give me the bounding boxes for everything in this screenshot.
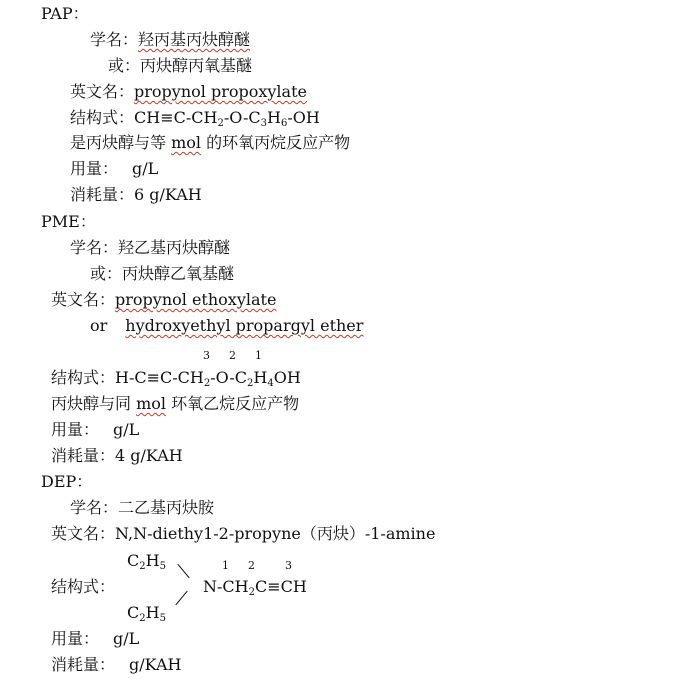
dosage-label: 用量： — [70, 159, 119, 178]
pme-alt-name — [90, 264, 234, 284]
pme-sci-value: 羟乙基丙炔醇醚 — [118, 238, 231, 257]
dep-ethyl-group-top — [127, 551, 166, 571]
pme-scientific-name — [70, 238, 230, 258]
formula-subscript: 2 — [248, 587, 255, 598]
dep-header: DEP： — [41, 472, 93, 491]
dep-sci-value: 二乙基丙炔胺 — [118, 498, 215, 517]
pap-header: PAP： — [41, 4, 89, 23]
dosage-value: g/L — [113, 420, 140, 439]
pme-english-name — [51, 290, 276, 310]
dosage-label: 用量： — [51, 629, 100, 648]
formula-part: OH — [273, 368, 301, 387]
formula-part: -OH — [287, 108, 320, 127]
formula-subscript: 2 — [217, 118, 224, 129]
pme-or-label: 或： — [90, 264, 123, 283]
pme-en-value: propynol ethoxylate — [115, 290, 277, 309]
pme-struct-label: 结构式： — [51, 368, 116, 387]
dosage-label: 用量： — [51, 420, 100, 439]
pap-note — [70, 133, 350, 153]
pap-structure — [70, 108, 320, 128]
note-text: 是丙炔醇与等 — [70, 133, 167, 152]
consumption-label: 消耗量： — [51, 446, 116, 465]
pap-struct-label: 结构式： — [70, 108, 135, 127]
dep-english-name — [51, 524, 435, 544]
consumption-label: 消耗量： — [70, 185, 135, 204]
pap-formula — [134, 108, 320, 127]
consumption-value: 6 g/KAH — [134, 185, 202, 204]
pap-en-label: 英文名： — [70, 82, 135, 101]
formula-subscript: 2 — [247, 378, 254, 389]
consumption-value: g/KAH — [129, 655, 182, 674]
dep-consumption — [51, 655, 181, 675]
note-unit: mol — [171, 133, 202, 152]
formula-part: C — [127, 551, 140, 570]
formula-part: H-C≡C-CH — [115, 368, 204, 387]
formula-subscript: 2 — [203, 378, 211, 389]
formula-part: CH≡C-CH — [134, 108, 218, 127]
bond-line-upper — [177, 564, 189, 578]
pme-dosage — [51, 420, 139, 440]
formula-part: C — [127, 603, 140, 622]
dep-sci-label: 学名： — [70, 498, 119, 517]
formula-subscript: 3 — [260, 118, 267, 129]
pme-alt-or: or — [90, 316, 108, 335]
dep-dosage — [51, 629, 139, 649]
dep-carbon-number-3: 3 — [285, 559, 292, 572]
note-unit: mol — [136, 394, 167, 413]
formula-part: -O-C — [223, 108, 261, 127]
formula-subscript: 6 — [280, 118, 288, 129]
dep-en-label: 英文名： — [51, 524, 116, 543]
pme-carbon-number-1: 1 — [255, 349, 262, 362]
dep-scientific-name — [70, 498, 214, 518]
dep-en-value: N,N-diethy1-2-propyne（丙炔）-1-amine — [115, 524, 436, 543]
pme-structure — [51, 368, 301, 388]
pap-alt-name — [108, 56, 252, 76]
consumption-value: 4 g/KAH — [115, 446, 183, 465]
pme-or-value: 丙炔醇乙氧基醚 — [122, 264, 235, 283]
pap-or-label: 或： — [108, 56, 141, 75]
formula-part: C≡CH — [254, 577, 307, 596]
pap-sci-label: 学名： — [90, 30, 139, 49]
formula-part: H — [266, 108, 281, 127]
pap-sci-value: 羟丙基丙炔醇醚 — [138, 30, 251, 49]
pap-dosage — [70, 159, 158, 179]
dep-formula — [203, 577, 307, 597]
pme-header: PME： — [41, 212, 96, 231]
note-text: 的环氧丙烷反应产物 — [206, 133, 351, 152]
pap-or-value: 丙炔醇丙氧基醚 — [140, 56, 253, 75]
formula-subscript: 2 — [139, 613, 146, 624]
note-text: 丙炔醇与同 — [51, 394, 132, 413]
formula-subscript: 2 — [139, 561, 146, 572]
formula-part: -O-C — [210, 368, 248, 387]
formula-subscript: 4 — [267, 378, 274, 389]
formula-subscript: 5 — [159, 613, 166, 624]
pme-alt-english-name — [90, 316, 363, 336]
formula-part: H — [145, 551, 160, 570]
dosage-value: g/L — [132, 159, 159, 178]
pme-consumption — [51, 446, 183, 466]
dosage-value: g/L — [113, 629, 140, 648]
bond-line-lower — [175, 591, 187, 605]
pme-alt-value: hydroxyethyl propargyl ether — [125, 316, 364, 335]
consumption-label: 消耗量： — [51, 655, 116, 674]
dep-ethyl-group-bottom — [127, 603, 166, 623]
formula-part: H — [145, 603, 160, 622]
pme-note — [51, 394, 299, 414]
note-text: 环氧乙烷反应产物 — [171, 394, 300, 413]
pme-en-label: 英文名： — [51, 290, 116, 309]
pme-sci-label: 学名： — [70, 238, 119, 257]
pme-formula — [115, 368, 301, 387]
pap-scientific-name — [90, 30, 250, 50]
pap-consumption — [70, 185, 202, 205]
formula-part: N-CH — [203, 577, 249, 596]
pap-en-value: propynol propoxylate — [134, 82, 307, 101]
formula-subscript: 5 — [159, 561, 166, 572]
dep-carbon-number-2: 2 — [248, 559, 255, 572]
pme-carbon-number-3: 3 — [203, 349, 210, 362]
formula-part: H — [253, 368, 268, 387]
dep-carbon-number-1: 1 — [222, 559, 229, 572]
pap-english-name — [70, 82, 307, 102]
pme-carbon-number-2: 2 — [229, 349, 236, 362]
dep-struct-label: 结构式： — [51, 577, 116, 596]
